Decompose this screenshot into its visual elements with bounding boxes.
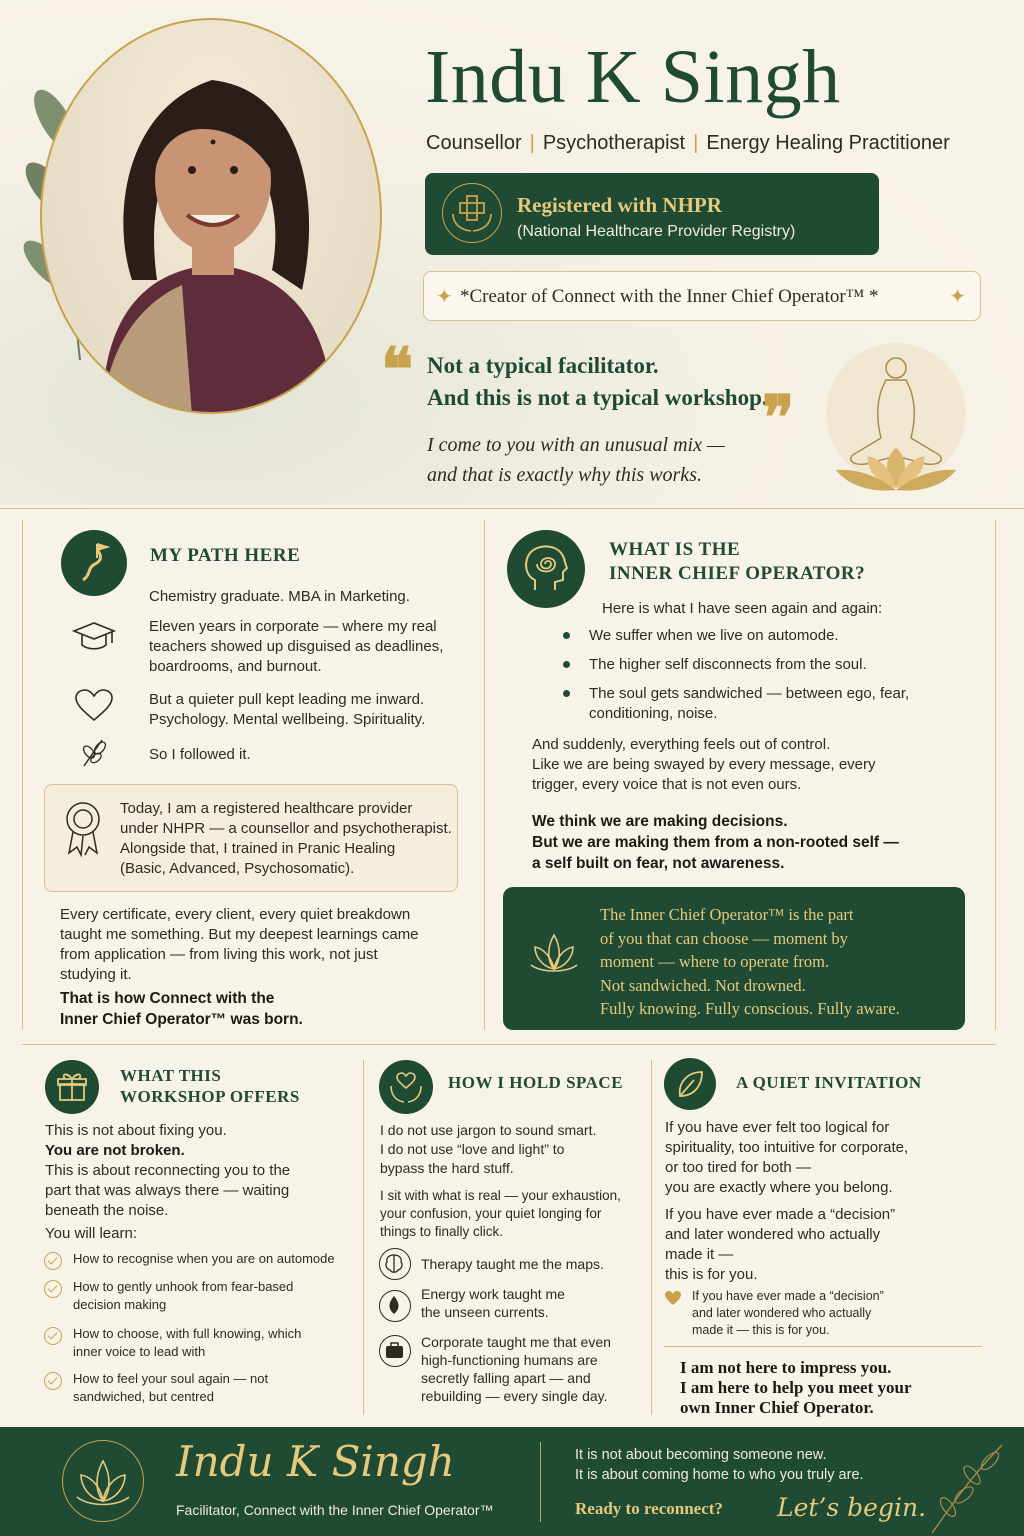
footer — [0, 1427, 1024, 1536]
subtext-line: and that is exactly why this works. — [427, 464, 702, 486]
text-line: and later wondered who actually — [665, 1226, 881, 1243]
text-line: sandwiched, but centred — [73, 1389, 214, 1404]
text-line: high-functioning humans are — [421, 1352, 598, 1368]
text-line: decision making — [73, 1297, 167, 1312]
ico-definition-text — [600, 903, 900, 1021]
invite-paragraph — [665, 1205, 895, 1285]
branch-icon — [912, 1435, 1012, 1535]
text-line: Alongside that, I trained in Pranic Healing — [120, 840, 396, 857]
divider — [22, 1044, 996, 1045]
gift-icon — [45, 1060, 99, 1114]
footer-tagline: It is about coming home to who you truly are. — [575, 1467, 864, 1483]
text-line: If you have ever felt too logical for — [665, 1119, 890, 1136]
hero-section — [0, 0, 1024, 505]
section-title-inner-chief-operator — [609, 538, 865, 586]
space-item — [421, 1333, 611, 1405]
heart-hands-icon — [379, 1060, 433, 1114]
path-paragraph: Chemistry graduate. MBA in Marketing. — [149, 588, 410, 605]
space-item: Therapy taught me the maps. — [421, 1256, 604, 1272]
path-flag-icon — [61, 530, 127, 596]
text-line: things to finally click. — [380, 1224, 504, 1239]
text-line: Like we are being swayed by every message, every — [532, 756, 876, 773]
space-paragraph — [380, 1121, 596, 1178]
head-spiral-icon — [507, 530, 585, 608]
divider — [484, 520, 485, 1030]
text-line: made it — — [665, 1246, 734, 1263]
text-line: How to feel your soul again — not — [73, 1371, 269, 1386]
leaf-icon — [664, 1058, 716, 1110]
check-circle-icon — [44, 1252, 62, 1270]
text-line: The Inner Chief Operator™ is the part — [600, 905, 854, 924]
text-line: How to gently unhook from fear-based — [73, 1279, 294, 1294]
invite-highlight — [692, 1288, 884, 1339]
learning-item — [73, 1250, 335, 1268]
nhpr-title: Registered with NHPR — [517, 193, 722, 217]
space-paragraph — [380, 1187, 621, 1241]
text-line: from application — from living this work, not just — [60, 946, 378, 963]
invite-paragraph — [665, 1118, 908, 1198]
space-item — [421, 1285, 565, 1321]
text-line: Psychology. Mental wellbeing. Spirituality. — [149, 711, 426, 728]
nhpr-subtitle: (National Healthcare Provider Registry) — [517, 223, 796, 240]
text-line: How to choose, with full knowing, which — [73, 1326, 302, 1341]
footer-call-to-action: Ready to reconnect? — [575, 1499, 723, 1518]
text-line: We think we are making decisions. — [532, 813, 788, 830]
text-line: you are exactly where you belong. — [665, 1179, 893, 1196]
text-line: I am here to help you meet your — [680, 1378, 912, 1397]
gold-heart-icon — [664, 1290, 682, 1306]
bullet-dot — [563, 661, 570, 668]
path-paragraph — [149, 617, 443, 677]
text-line: I do not use jargon to sound smart. — [380, 1122, 597, 1138]
section-title-quiet-invitation: A QUIET INVITATION — [736, 1073, 922, 1092]
section-title-my-path: MY PATH HERE — [150, 545, 301, 566]
text-line: But a quieter pull kept leading me inward. — [149, 691, 425, 708]
text-line: Corporate taught me that even — [421, 1334, 611, 1350]
footer-lets-begin: Let’s begin. — [777, 1493, 927, 1522]
text-line: under NHPR — a counsellor and psychotherapist. — [120, 820, 452, 837]
open-quote-icon: ❝ — [381, 337, 414, 403]
person-silhouette — [42, 20, 382, 414]
footer-role: Facilitator, Connect with the Inner Chief Operator™ — [176, 1502, 494, 1518]
main-name-heading: Indu K Singh — [425, 35, 841, 119]
divider — [540, 1442, 541, 1522]
role-energy-healing: Energy Healing Practitioner — [706, 132, 950, 154]
text-line: If you have ever made a “decision” — [665, 1206, 896, 1223]
headline-quote — [427, 350, 768, 414]
footer-tagline: It is not about becoming someone new. — [575, 1447, 827, 1463]
learning-item — [73, 1278, 293, 1314]
award-ribbon-icon — [61, 799, 105, 857]
text-line: or too tired for both — — [665, 1159, 811, 1176]
heart-icon — [74, 688, 114, 724]
certification-card — [44, 784, 458, 892]
sparkle-icon: ✦ — [949, 286, 966, 308]
text-line: And suddenly, everything feels out of control. — [532, 736, 831, 753]
text-line: How to recognise when you are on automode — [73, 1251, 335, 1266]
title-line: WORKSHOP OFFERS — [120, 1087, 300, 1106]
text-line: conditioning, noise. — [589, 705, 718, 722]
text-line: your confusion, your quiet longing for — [380, 1206, 602, 1221]
text-line: secretly falling apart — and — [421, 1370, 591, 1386]
text-line: the unseen currents. — [421, 1304, 549, 1320]
text-line: Inner Chief Operator™ was born. — [60, 1011, 303, 1028]
footer-signature: Indu K Singh — [176, 1437, 455, 1486]
text-line: Today, I am a registered healthcare provider — [120, 800, 413, 817]
text-line: bypass the hard stuff. — [380, 1160, 514, 1176]
bullet-dot — [563, 690, 570, 697]
role-counsellor: Counsellor — [426, 132, 522, 154]
ico-bullet: The higher self disconnects from the soul. — [589, 656, 867, 673]
text-line: boardrooms, and burnout. — [149, 658, 322, 675]
ico-definition-card — [503, 887, 965, 1030]
check-circle-icon — [44, 1280, 62, 1298]
lotus-logo-icon — [62, 1440, 144, 1522]
check-circle-icon — [44, 1327, 62, 1345]
text-line: taught me something. But my deepest learnings came — [60, 926, 419, 943]
ico-bullet: We suffer when we live on automode. — [589, 627, 839, 644]
text-line: studying it. — [60, 966, 132, 983]
offers-learn-label: You will learn: — [45, 1225, 137, 1242]
headline-subtext — [427, 430, 725, 490]
offers-paragraph — [45, 1161, 290, 1221]
roles-line — [426, 132, 950, 155]
certification-text — [120, 799, 452, 879]
ico-bold-paragraph — [532, 811, 899, 874]
text-line: rebuilding — every single day. — [421, 1388, 608, 1404]
text-line: spirituality, too intuitive for corporate, — [665, 1139, 909, 1156]
title-line: WHAT THIS — [120, 1066, 222, 1085]
text-line: beneath the noise. — [45, 1202, 169, 1219]
sprig-icon — [78, 734, 110, 770]
text-line: Every certificate, every client, every quiet breakdown — [60, 906, 411, 923]
graduation-cap-icon — [70, 617, 118, 657]
text-line: teachers showed up disguised as deadlines, — [149, 638, 444, 655]
text-line: But we are making them from a non-rooted self — — [532, 834, 899, 851]
invite-closing — [680, 1358, 912, 1418]
divider — [363, 1060, 364, 1415]
text-line: Energy work taught me — [421, 1286, 565, 1302]
text-line: made it — this is for you. — [692, 1323, 830, 1337]
role-psychotherapist: Psychotherapist — [542, 132, 686, 154]
text-line: a self built on fear, not awareness. — [532, 855, 785, 872]
divider — [664, 1346, 982, 1347]
learning-item — [73, 1325, 301, 1361]
lotus-icon — [523, 921, 585, 983]
ico-bullet — [589, 684, 909, 724]
role-separator: | — [693, 132, 699, 154]
text-line: of you that can choose — moment by — [600, 928, 848, 948]
text-line: own Inner Chief Operator. — [680, 1398, 874, 1417]
text-line: This is about reconnecting you to the — [45, 1162, 291, 1179]
text-line: part that was always there — waiting — [45, 1182, 290, 1199]
text-line: Not sandwiched. Not drowned. — [600, 975, 806, 995]
healthcare-hands-icon — [442, 183, 502, 243]
text-line: trigger, every voice that is not even ours. — [532, 776, 802, 793]
text-line: this is for you. — [665, 1266, 758, 1283]
text-line: Eleven years in corporate — where my real — [149, 618, 437, 635]
text-line: inner voice to lead with — [73, 1344, 206, 1359]
title-line: WHAT IS THE — [609, 539, 741, 560]
divider — [995, 520, 996, 1030]
text-line: Fully knowing. Fully conscious. Fully aware. — [600, 999, 900, 1018]
bullet-dot — [563, 632, 570, 639]
headline-quote-line: And this is not a typical workshop. — [427, 385, 768, 410]
nhpr-badge — [425, 173, 879, 255]
text-line: and later wondered who actually — [692, 1306, 872, 1320]
text-line: If you have ever made a “decision” — [692, 1289, 884, 1303]
text-line: I am not here to impress you. — [680, 1358, 892, 1377]
path-paragraph — [60, 905, 419, 985]
divider — [651, 1060, 652, 1415]
section-title-workshop-offers — [120, 1065, 300, 1107]
leaf-drop-icon — [379, 1290, 411, 1322]
subtext-line: I come to you with an unusual mix — — [427, 434, 725, 456]
role-separator: | — [529, 132, 535, 154]
text-line: That is how Connect with the — [60, 990, 275, 1007]
offers-text: This is not about fixing you. — [45, 1122, 227, 1139]
portrait-photo — [40, 18, 382, 414]
close-quote-icon: ❞ — [762, 385, 795, 451]
text-line: (Basic, Advanced, Psychosomatic). — [120, 860, 355, 877]
path-bold-conclusion — [60, 988, 303, 1030]
creator-text: *Creator of Connect with the Inner Chief Operator™ * — [460, 286, 879, 307]
briefcase-icon — [379, 1335, 411, 1367]
path-paragraph: So I followed it. — [149, 746, 251, 763]
title-line: INNER CHIEF OPERATOR? — [609, 563, 866, 584]
text-line: moment — where to operate from. — [600, 952, 830, 971]
text-line: The soul gets sandwiched — between ego, fear, — [589, 685, 910, 702]
section-title-hold-space: HOW I HOLD SPACE — [448, 1073, 624, 1092]
text-line: I do not use “love and light” to — [380, 1141, 565, 1157]
brain-icon — [379, 1248, 411, 1280]
meditation-lotus-illustration — [796, 338, 996, 508]
learning-item — [73, 1370, 268, 1406]
divider — [0, 508, 1024, 509]
divider — [22, 520, 23, 1030]
ico-paragraph — [532, 735, 876, 795]
path-paragraph — [149, 690, 425, 730]
ico-intro: Here is what I have seen again and again: — [602, 600, 883, 617]
headline-quote-line: Not a typical facilitator. — [427, 353, 659, 378]
offers-bold-text: You are not broken. — [45, 1142, 185, 1159]
check-circle-icon — [44, 1372, 62, 1390]
creator-banner — [423, 271, 981, 321]
text-line: I sit with what is real — your exhaustion, — [380, 1188, 621, 1203]
sparkle-icon: ✦ — [436, 286, 453, 308]
